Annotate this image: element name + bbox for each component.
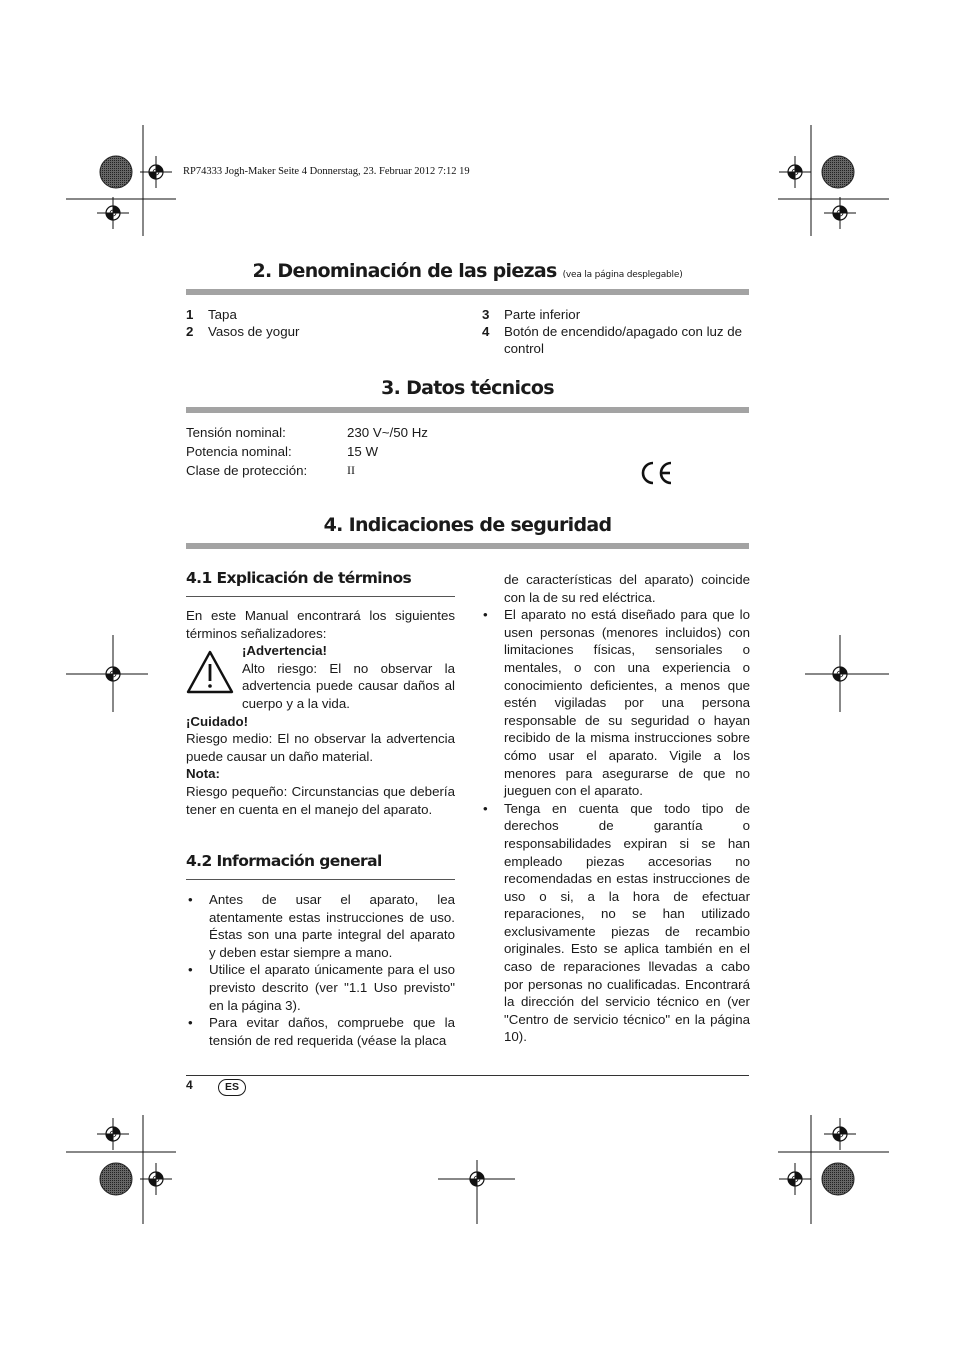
language-badge: ES <box>218 1079 246 1096</box>
warning-text: Alto riesgo: El no observar la advertencia puede causar daños al cuerpo y a la vida. <box>242 660 455 711</box>
spec-value: II <box>347 463 355 477</box>
spec-row <box>186 461 428 480</box>
warning-label: ¡Advertencia! <box>242 643 327 659</box>
list-item: • Tenga en cuenta que todo tipo de derechos de garantía o responsabilidades expiran si se han empleado piezas accesorias no recomendadas en estas instrucciones de uso o si, a la hora de efectuar reparaciones, no se han utilizado exclusivamente piezas de recambio originales. Esto se aplica también en el caso de reparaciones llevadas a cabo por personas no cualificadas. Encontrará la dirección del servicio técnico en (ver "Centro de servicio técnico" en la página 10). <box>481 800 750 1046</box>
part-label: Tapa <box>208 307 237 322</box>
subsection-4-1-title: 4.1 Explicación de términos <box>186 569 412 587</box>
section4-title: 4. Indicaciones de seguridad <box>323 514 612 536</box>
part-number: 1 <box>186 307 194 322</box>
spec-row <box>186 423 428 442</box>
subsection-4-2-title: 4.2 Información general <box>186 852 382 870</box>
parts-list-right <box>482 307 749 357</box>
part-item <box>482 307 749 324</box>
part-number: 2 <box>186 323 194 339</box>
spec-key: Potencia nominal: <box>186 444 292 459</box>
part-label: Botón de encendido/apagado con luz de control <box>504 323 743 356</box>
part-label: Parte inferior <box>504 307 581 322</box>
spec-value: 15 W <box>347 444 379 459</box>
part-item <box>482 324 749 358</box>
part-number: 4 <box>482 323 490 339</box>
left-column-4-1 <box>186 607 455 818</box>
part-number: 3 <box>482 307 490 322</box>
spec-table <box>186 423 428 480</box>
caution-text: Riesgo medio: El no observar la advertencia puede causar un daño material. <box>186 731 455 764</box>
safety-list <box>481 606 750 1046</box>
section2-heading <box>186 260 749 282</box>
subsection-4-2-rule <box>186 879 455 880</box>
spec-value: 230 V~/50 Hz <box>347 425 428 440</box>
continuation-text: de características del aparato) coincide con la de su red eléctrica. <box>504 572 750 605</box>
warning-block <box>186 642 455 712</box>
warning-triangle-icon <box>186 650 234 694</box>
section2-rule <box>186 289 749 295</box>
section2-title: 2. Denominación de las piezas <box>252 260 557 282</box>
list-item: • Utilice el aparato únicamente para el uso previsto descrito (ver "1.1 Uso previsto" en la página 3). <box>186 961 455 1014</box>
part-item <box>186 307 456 324</box>
spec-row <box>186 442 428 461</box>
section3-rule <box>186 407 749 413</box>
note-label: Nota: <box>186 766 220 782</box>
list-item: • El aparato no está diseñado para que lo usen personas (menores incluidos) con limitaciones físicas, sensoriales o mentales, o con una experiencia o conocimiento deficientes, a menos que estén vigiladas por una persona responsable de su seguridad o hayan recibido de la misma instrucciones sobre cómo usar el aparato. Vigile a los menores para asegurarse de que no jueguen con el aparato. <box>481 606 750 800</box>
right-column <box>481 571 750 1046</box>
note-text: Riesgo pequeño: Circunstancias que debería tener en cuenta en el manejo del aparato. <box>186 783 455 817</box>
print-header: RP74333 Jogh-Maker Seite 4 Donnerstag, 23. Februar 2012 7:12 19 <box>183 166 470 177</box>
section2-subtitle: (vea la página desplegable) <box>562 270 683 280</box>
section4-rule <box>186 543 749 549</box>
list-item: • Antes de usar el aparato, lea atentamente estas instrucciones de uso. Éstas son una parte integral del aparato y deben estar siempre a mano. <box>186 891 455 961</box>
footer-rule <box>186 1075 749 1076</box>
list-item: • Para evitar daños, compruebe que la tensión de red requerida (véase la placa <box>186 1014 455 1049</box>
spec-key: Clase de protección: <box>186 463 308 478</box>
left-column-4-2 <box>186 891 455 1049</box>
part-item <box>186 324 456 341</box>
parts-list-left <box>186 307 456 341</box>
subsection-4-1-rule <box>186 596 455 597</box>
caution-label: ¡Cuidado! <box>186 713 249 729</box>
ce-mark-icon <box>638 460 674 486</box>
section3-title: 3. Datos técnicos <box>381 377 554 399</box>
intro-text: En este Manual encontrará los siguientes términos señalizadores: <box>186 608 455 641</box>
page-number: 4 <box>186 1078 193 1092</box>
general-info-list <box>186 891 455 1049</box>
spec-key: Tensión nominal: <box>186 425 286 440</box>
part-label: Vasos de yogur <box>208 323 300 339</box>
